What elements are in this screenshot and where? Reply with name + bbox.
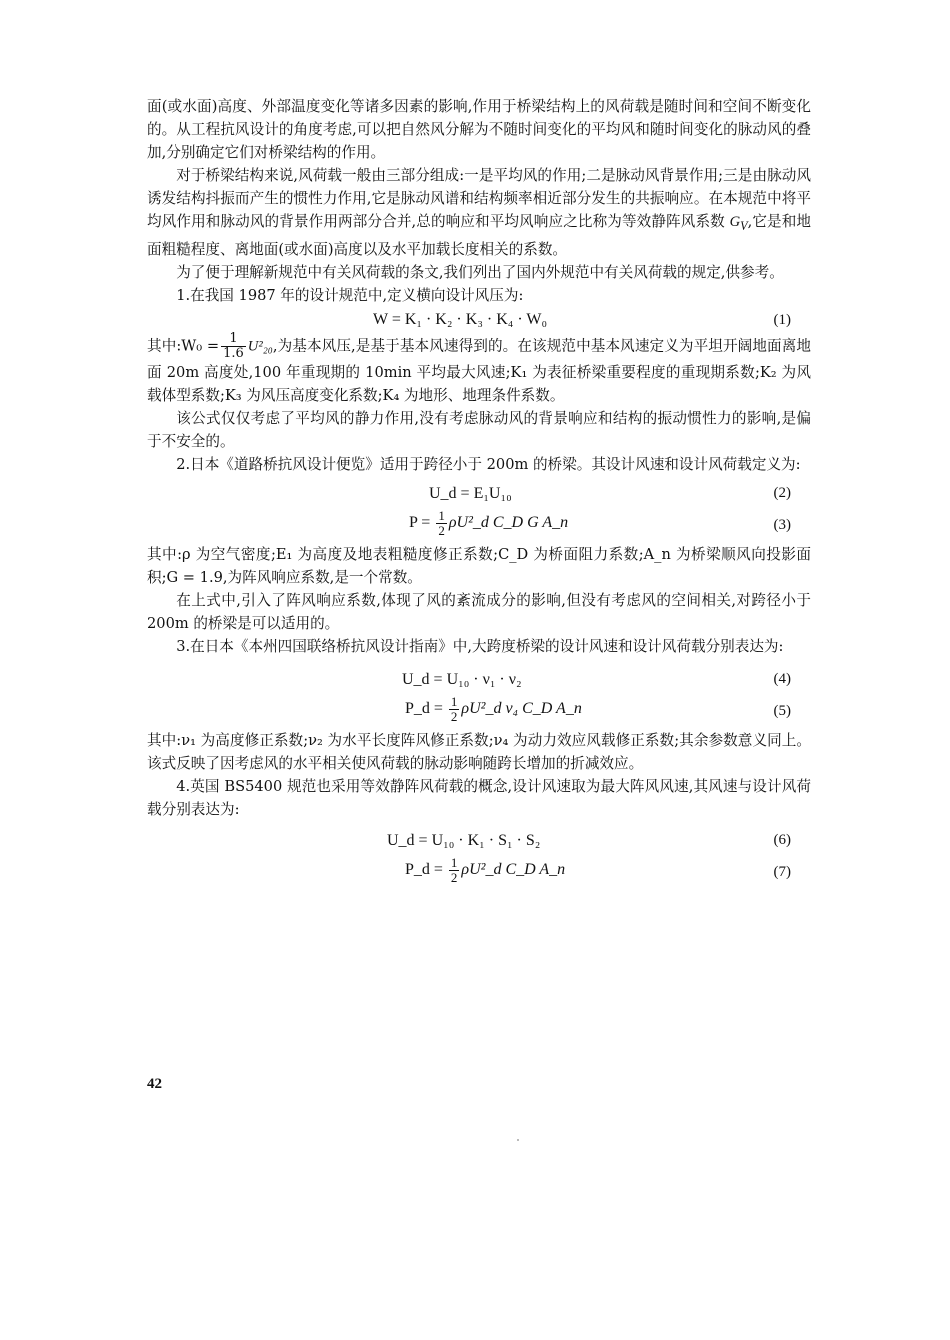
item2-heading: 2.日本《道路桥抗风设计便览》适用于跨径小于 200m 的桥梁。其设计风速和设计风荷载定义为:: [176, 455, 801, 473]
para2-text-b: ,它是和地面粗糙程度、离地面(或水面)高度以及水平加载长度相关的系数。: [147, 213, 811, 258]
paragraph-reference-intro: 为了便于理解新规范中有关风荷载的条文,我们列出了国内外规范中有关风荷载的规定,供参考。: [176, 263, 784, 281]
fraction-numerator: 1: [450, 854, 458, 870]
item2-definitions: 其中:ρ 为空气密度;E₁ 为高度及地表粗糙度修正系数;C_D 为桥面阻力系数;A_n 为桥梁顺风向投影面积;G = 1.9,为阵风响应系数,是一个常数。: [147, 545, 811, 586]
equation-5-rhs: ρU²_d ν₄ C_D A_n: [461, 700, 582, 718]
item1-comment: 该公式仅仅考虑了平均风的静力作用,没有考虑脉动风的背景响应和结构的振动惯性力的影响,是偏于不安全的。: [147, 409, 811, 450]
item1-where-rest: ,为基本风压,是基于基本风速得到的。在该规范中基本风速定义为平坦开阔地面离地面 20m 高度处,100 年重现期的 10min 平均最大风速;K₁ 为表征桥梁重要程度的重现期系数;K₂ 为风载体型系数;K₃ 为风压高度变化系数;K₄ 为地形、地理条件系数。: [147, 337, 811, 404]
page-number: 42: [147, 1076, 162, 1092]
scan-speck: [517, 1139, 519, 1141]
equation-5-number: (5): [773, 702, 791, 719]
equation-3-lhs: P =: [409, 514, 431, 532]
equation-1-formula: W = K₁ · K₂ · K₃ · K₄ · W₀: [373, 310, 548, 328]
equation-2-formula: U_d = E₁U₁₀: [429, 484, 512, 502]
equation-7-number: (7): [773, 863, 791, 880]
fraction-one-half: [436, 509, 447, 538]
equation-1-number: (1): [773, 311, 791, 328]
paragraph-wind-decomposition: 面(或水面)高度、外部温度变化等诸多因素的影响,作用于桥梁结构上的风荷载是随时间和空间不断变化的。从工程抗风设计的角度考虑,可以把自然风分解为不随时间变化的平均风和随时间变化的脉动风的叠加,分别确定它们对桥梁结构的作用。: [147, 98, 811, 161]
equation-7: [147, 852, 811, 890]
fraction-denominator: 2: [438, 522, 445, 538]
equation-5-formula: [405, 695, 582, 724]
item4-heading: 4.英国 BS5400 规范也采用等效静阵风荷载的概念,设计风速取为最大阵风风速,其风速与设计风荷载分别表达为:: [147, 777, 811, 818]
item1-heading: 1.在我国 1987 年的设计规范中,定义横向设计风压为:: [176, 286, 524, 304]
para2-text-a: 对于桥梁结构来说,风荷载一般由三部分组成:一是平均风的作用;二是脉动风背景作用;三是由脉动风诱发结构抖振而产生的惯性力作用,它是脉动风谱和结构频率相近部分发生的共振响应。在本规范中将平均风作用和脉动风的背景作用两部分合并,总的响应和平均风响应之比称为等效静阵风系数: [147, 167, 811, 230]
equation-2-number: (2): [773, 484, 791, 501]
equation-7-formula: [405, 856, 565, 885]
fraction-numerator: 1: [438, 507, 445, 523]
equation-1: [147, 307, 811, 332]
paragraph-wind-load-components: [147, 164, 811, 261]
fraction-one-half: [449, 695, 460, 724]
fraction-denominator: 1.6: [223, 345, 244, 361]
equation-5-lhs: P_d =: [405, 700, 443, 718]
equation-6-formula: U_d = U₁₀ · K₁ · S₁ · S₂: [387, 831, 541, 849]
item1-u20: U²₂₀: [247, 338, 273, 355]
equation-7-lhs: P_d =: [405, 861, 443, 879]
fraction-numerator: 1: [450, 693, 458, 709]
equation-4: [147, 666, 811, 691]
equation-6-number: (6): [773, 831, 791, 848]
equation-3-rhs: ρU²_d C_D G A_n: [448, 514, 569, 532]
fraction-denominator: 2: [450, 708, 458, 724]
body-text: [147, 95, 811, 890]
fraction-one-half: [449, 856, 460, 885]
equation-4-number: (4): [773, 670, 791, 687]
fraction-numerator: 1: [221, 332, 246, 347]
item1-definitions: [147, 332, 811, 407]
item3-definitions: 其中:ν₁ 为高度修正系数;ν₂ 为水平长度阵风修正系数;ν₄ 为动力效应风载修正系数;其余参数意义同上。该式反映了因考虑风的水平相关使风荷载的脉动影响随跨长增加的折减效应。: [147, 731, 811, 772]
gust-factor-subscript: V: [740, 218, 748, 233]
fraction-1-over-1.6: [221, 332, 246, 361]
equation-4-formula: U_d = U₁₀ · ν₁ · ν₂: [402, 670, 522, 688]
item1-where-prefix: 其中:W₀ =: [147, 337, 220, 355]
equation-5: [147, 691, 811, 729]
item3-heading: 3.在日本《本州四国联络桥抗风设计指南》中,大跨度桥梁的设计风速和设计风荷载分别表达为:: [176, 637, 784, 655]
gust-factor-symbol: G: [729, 214, 741, 230]
equation-3: [147, 505, 811, 543]
equation-6: [147, 827, 811, 852]
equation-2: [147, 480, 811, 505]
equation-7-rhs: ρU²_d C_D A_n: [461, 861, 566, 879]
equation-3-number: (3): [773, 516, 791, 533]
equation-3-formula: [409, 509, 568, 538]
fraction-denominator: 2: [450, 869, 458, 885]
item2-comment: 在上式中,引入了阵风响应系数,体现了风的紊流成分的影响,但没有考虑风的空间相关,对跨径小于 200m 的桥梁是可以适用的。: [147, 591, 811, 632]
